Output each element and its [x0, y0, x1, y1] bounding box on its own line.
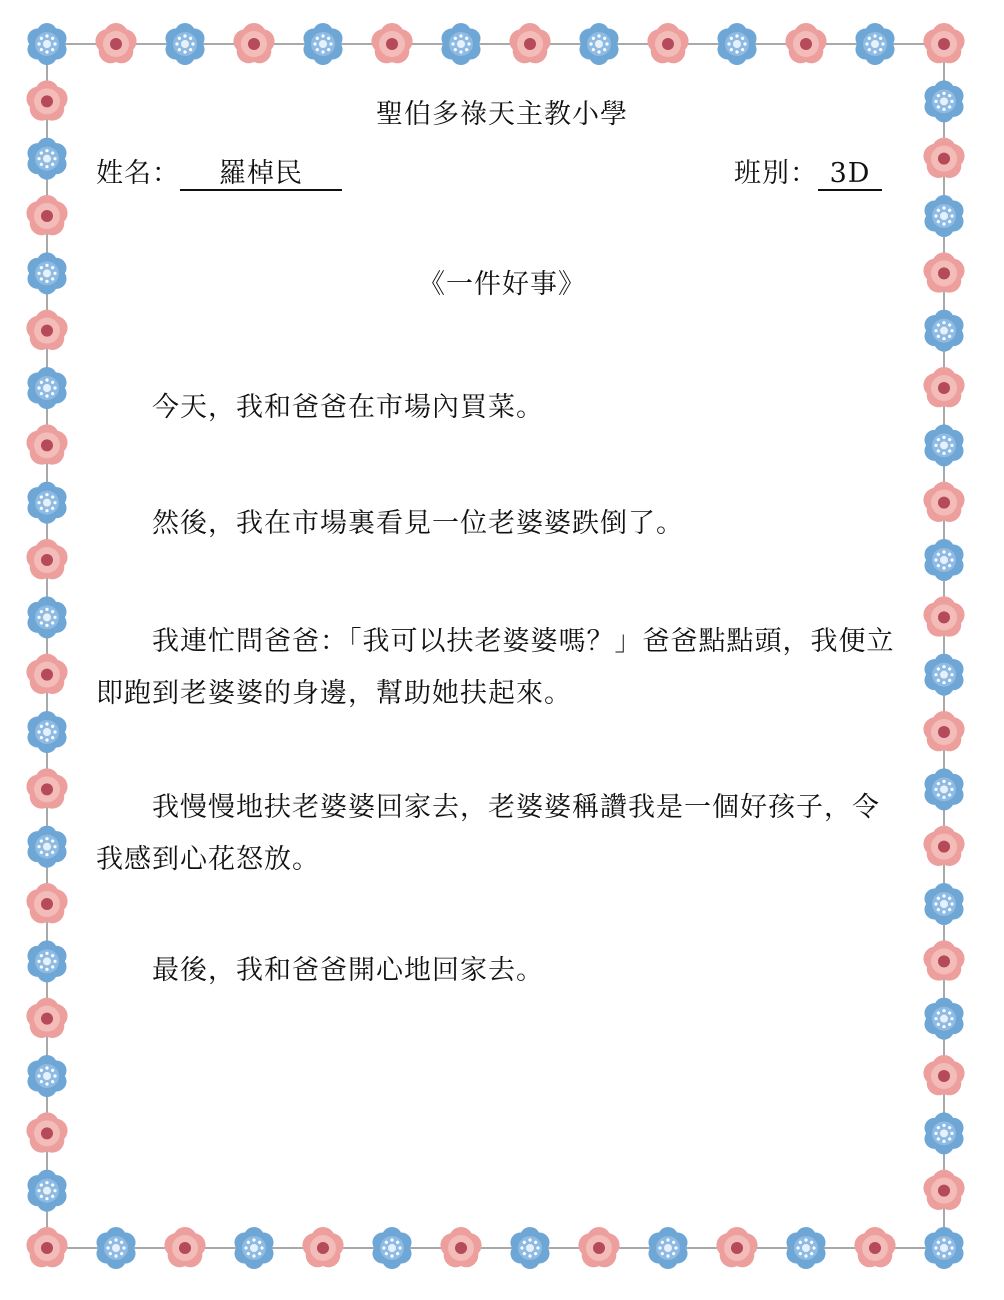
- pink-flower-icon: [920, 1170, 967, 1215]
- paragraph-text: 我慢慢地扶老婆婆回家去，老婆婆稱讚我是一個好孩子，令我感到心花怒放。: [96, 792, 880, 875]
- pink-flower-icon: [713, 1227, 760, 1272]
- pink-flower-icon: [368, 23, 415, 68]
- pink-flower-icon: [23, 768, 70, 813]
- blue-flower-icon: [645, 1227, 691, 1269]
- pink-flower-icon: [230, 23, 277, 68]
- essay-paragraph-5: [96, 945, 906, 997]
- blue-flower-icon: [921, 883, 967, 925]
- pink-flower-icon: [437, 1227, 484, 1272]
- pink-flower-icon: [23, 998, 70, 1043]
- blue-flower-icon: [24, 596, 70, 638]
- blue-flower-icon: [24, 1055, 70, 1097]
- blue-flower-icon: [507, 1227, 553, 1269]
- blue-flower-icon: [24, 711, 70, 753]
- pink-flower-icon: [23, 424, 70, 469]
- blue-flower-icon: [921, 310, 967, 352]
- pink-flower-icon: [299, 1227, 346, 1272]
- blue-flower-icon: [783, 1227, 829, 1269]
- blue-flower-icon: [24, 367, 70, 409]
- blue-flower-icon: [300, 23, 346, 65]
- pink-flower-icon: [23, 654, 70, 699]
- pink-flower-icon: [23, 883, 70, 928]
- school-name: 聖伯多祿天主教小學: [376, 99, 628, 130]
- pink-flower-icon: [920, 23, 967, 68]
- essay-paragraph-1: [96, 382, 906, 434]
- pink-flower-icon: [506, 23, 553, 68]
- blue-flower-icon: [93, 1227, 139, 1269]
- blue-flower-icon: [921, 654, 967, 696]
- pink-flower-icon: [782, 23, 829, 68]
- blue-flower-icon: [921, 1112, 967, 1154]
- blue-flower-icon: [921, 424, 967, 466]
- blue-flower-icon: [24, 940, 70, 982]
- pink-flower-icon: [23, 1227, 70, 1272]
- pink-flower-icon: [920, 596, 967, 641]
- pink-flower-icon: [23, 310, 70, 355]
- essay-paragraph-3: [96, 616, 906, 720]
- blue-flower-icon: [369, 1227, 415, 1269]
- pink-flower-icon: [851, 1227, 898, 1272]
- paragraph-text: 今天，我和爸爸在市場內買菜。: [152, 392, 544, 423]
- blue-flower-icon: [24, 826, 70, 868]
- student-name-value: 羅棹民: [180, 159, 342, 191]
- paragraph-text: 然後，我在市場裏看見一位老婆婆跌倒了。: [152, 508, 684, 539]
- blue-flower-icon: [852, 23, 898, 65]
- essay-paragraph-2: [96, 498, 906, 550]
- student-class-row: [734, 157, 882, 191]
- blue-flower-icon: [438, 23, 484, 65]
- essay-title: 《一件好事》: [418, 269, 586, 300]
- pink-flower-icon: [920, 711, 967, 756]
- blue-flower-icon: [162, 23, 208, 65]
- pink-flower-icon: [23, 195, 70, 240]
- pink-flower-icon: [23, 1112, 70, 1157]
- pink-flower-icon: [920, 482, 967, 527]
- student-class-value: 3D: [818, 159, 882, 191]
- essay-paragraph-4: [96, 782, 906, 886]
- blue-flower-icon: [576, 23, 622, 65]
- blue-flower-icon: [921, 768, 967, 810]
- blue-flower-icon: [921, 195, 967, 237]
- pink-flower-icon: [920, 367, 967, 412]
- blue-flower-icon: [24, 138, 70, 180]
- pink-flower-icon: [23, 539, 70, 584]
- pink-flower-icon: [92, 23, 139, 68]
- blue-flower-icon: [24, 1170, 70, 1212]
- pink-flower-icon: [920, 1055, 967, 1100]
- blue-flower-icon: [231, 1227, 277, 1269]
- paragraph-text: 最後，我和爸爸開心地回家去。: [152, 955, 544, 986]
- pink-flower-icon: [920, 940, 967, 985]
- pink-flower-icon: [644, 23, 691, 68]
- blue-flower-icon: [921, 998, 967, 1040]
- pink-flower-icon: [161, 1227, 208, 1272]
- blue-flower-icon: [24, 482, 70, 524]
- pink-flower-icon: [920, 826, 967, 871]
- paragraph-text: 我連忙問爸爸：「我可以扶老婆婆嗎？」爸爸點點頭，我便立即跑到老婆婆的身邊，幫助她扶起來。: [96, 626, 895, 709]
- pink-flower-icon: [575, 1227, 622, 1272]
- blue-flower-icon: [24, 23, 70, 65]
- blue-flower-icon: [921, 539, 967, 581]
- blue-flower-icon: [921, 1227, 967, 1269]
- name-label: 姓名：: [96, 158, 180, 189]
- student-name-row: [96, 157, 342, 191]
- pink-flower-icon: [920, 138, 967, 183]
- blue-flower-icon: [714, 23, 760, 65]
- class-label: 班別：: [734, 158, 818, 189]
